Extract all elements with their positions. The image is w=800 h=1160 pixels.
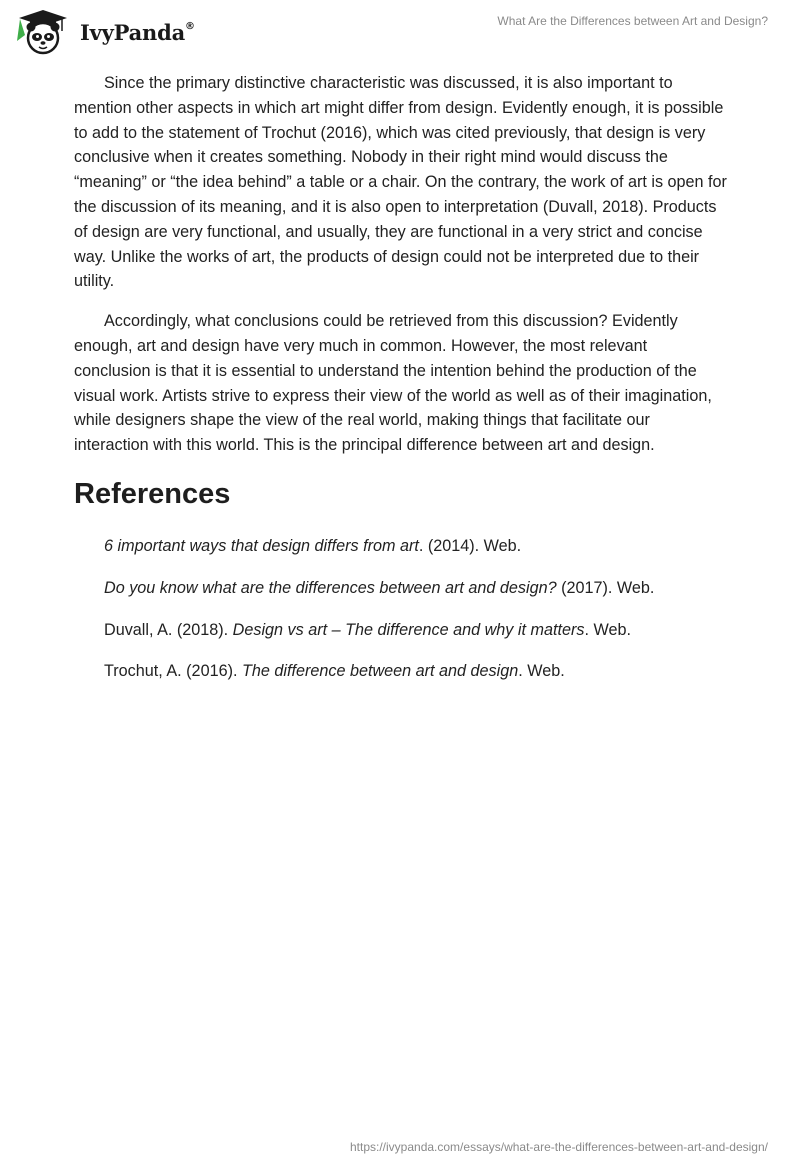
references-heading: References — [74, 477, 231, 510]
brand-name: IvyPanda® — [80, 19, 195, 45]
essay-body — [74, 71, 728, 701]
page-header — [0, 0, 800, 64]
reference-item: Do you know what are the differences between art and design? (2017). Web. — [104, 578, 655, 597]
reference-item: Trochut, A. (2016). The difference between art and design. Web. — [104, 662, 565, 681]
body-paragraph: Accordingly, what conclusions could be retrieved from this discussion? Evidently enough, art and design have very much in common. However, the most relevant conclusion is that it is essential to understand the intention behind the production of the visual work. Artists strive to express their view of the world as well as of their imagination, while designers shape the view of the real world, making things that facilitate our interaction with this world. This is the principal difference between art and design. — [74, 312, 712, 455]
reference-item: Duvall, A. (2018). Design vs art – The difference and why it matters. Web. — [104, 620, 631, 639]
panda-graduate-icon — [14, 7, 72, 57]
body-paragraph: Since the primary distinctive characteristic was discussed, it is also important to mention other aspects in which art might differ from design. Evidently enough, it is possible to add to the statement of Trochut (2016), which was cited previously, that design is very conclusive when it creates something. Nobody in their right mind would discuss the “meaning” or “the idea behind” a table or a chair. On the contrary, the work of art is open for the discussion of its meaning, and it is also open to interpretation (Duvall, 2018). Products of design are very functional, and usually, they are functional in a very strict and concise way. Unlike the works of art, the products of design could not be interpreted due to their utility. — [74, 74, 727, 291]
reference-item: 6 important ways that design differs from art. (2014). Web. — [104, 536, 522, 555]
ivypanda-logo[interactable] — [14, 7, 195, 57]
source-url[interactable]: https://ivypanda.com/essays/what-are-the-differences-between-art-and-design/ — [350, 1140, 768, 1154]
document-title: What Are the Differences between Art and Design? — [497, 14, 768, 28]
